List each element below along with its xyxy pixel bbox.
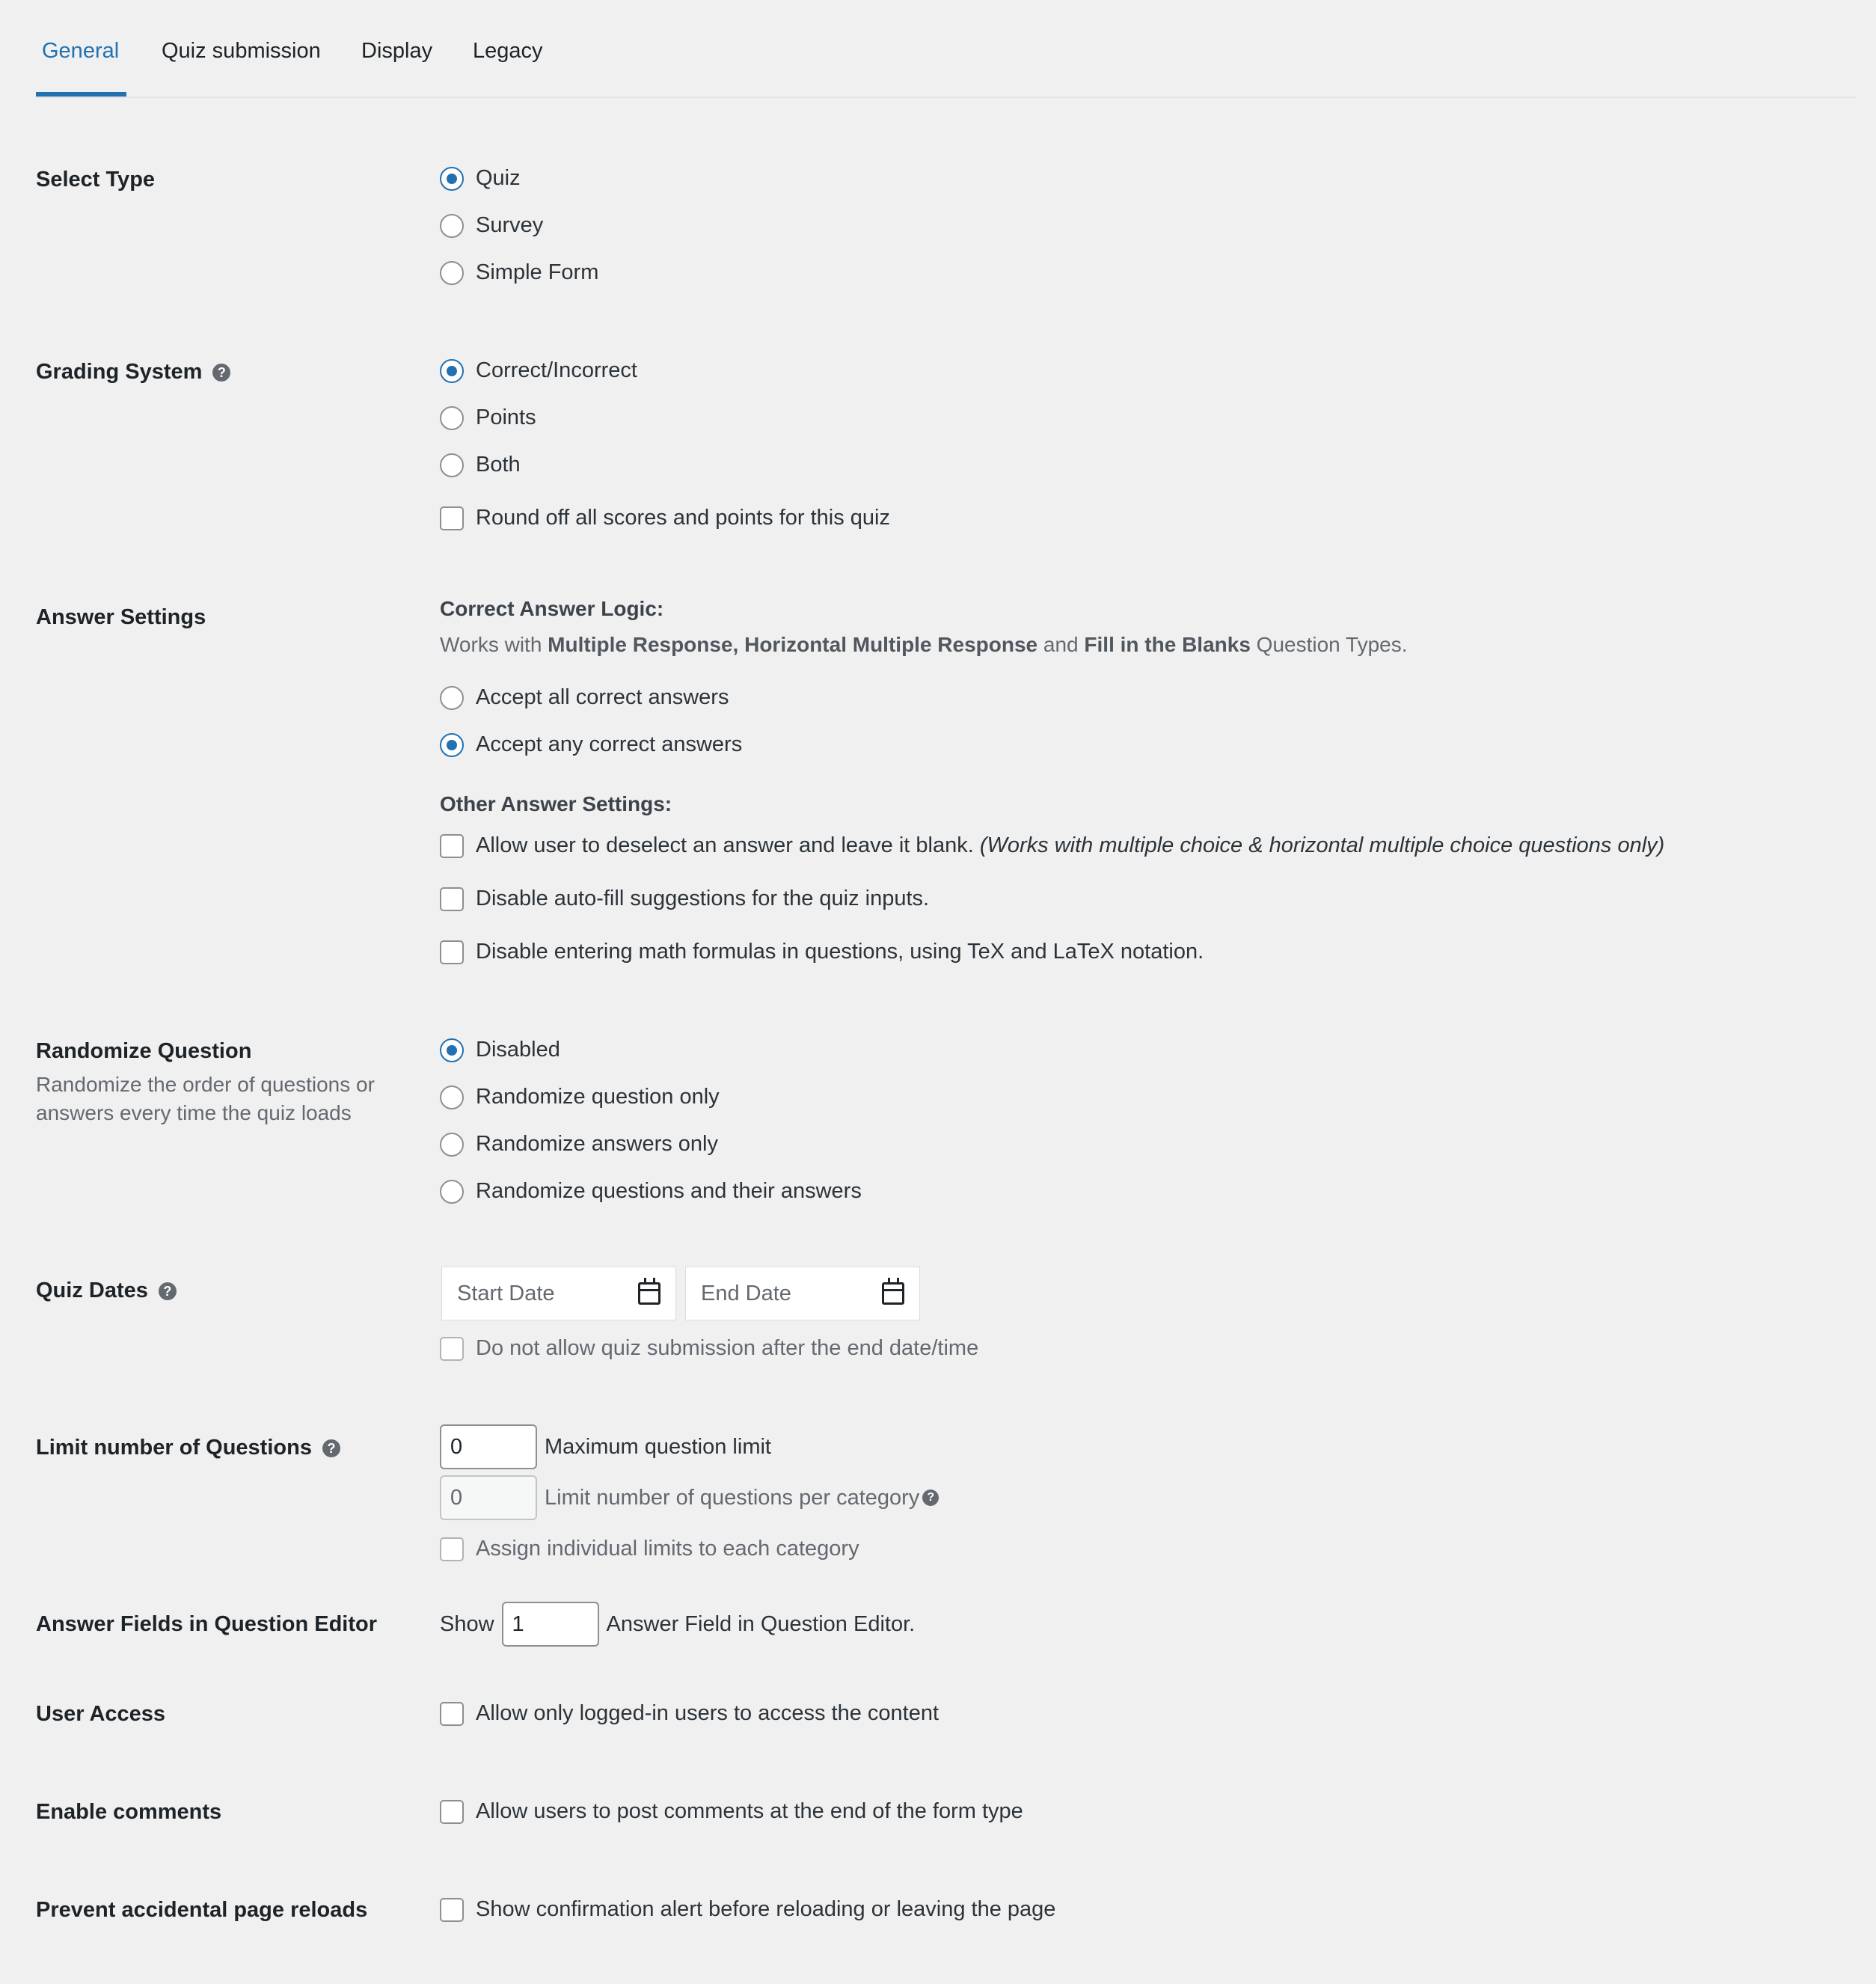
radio-button[interactable]: [440, 686, 464, 710]
randomize-option-disabled[interactable]: Disabled: [440, 1038, 560, 1062]
max-question-limit-row: 0 Maximum question limit: [440, 1424, 771, 1469]
per-category-limit-row: 0 Limit number of questions per category ?: [440, 1475, 939, 1520]
checkbox[interactable]: [440, 1537, 464, 1561]
answer-fields-row: Show 1 Answer Field in Question Editor.: [440, 1602, 915, 1647]
allow-comments-checkbox[interactable]: Allow users to post comments at the end of the form type: [440, 1799, 1023, 1824]
round-off-checkbox[interactable]: Round off all scores and points for this quiz: [440, 506, 890, 530]
answer-fields-count-input[interactable]: 1: [502, 1602, 599, 1647]
accept-all-correct-option[interactable]: Accept all correct answers: [440, 685, 729, 710]
checkbox[interactable]: [440, 940, 464, 964]
radio-button[interactable]: [440, 406, 464, 430]
enable-comments-label: Enable comments: [36, 1800, 222, 1824]
disable-math-checkbox[interactable]: Disable entering math formulas in questions, using TeX and LaTeX notation.: [440, 940, 1204, 964]
help-icon[interactable]: ?: [322, 1439, 340, 1457]
randomize-question-label: Randomize Question: [36, 1039, 252, 1063]
radio-button[interactable]: [440, 453, 464, 477]
radio-button[interactable]: [440, 1086, 464, 1109]
no-submission-after-end-checkbox[interactable]: Do not allow quiz submission after the end date/time: [440, 1336, 978, 1361]
radio-button[interactable]: [440, 214, 464, 238]
per-category-limit-input[interactable]: 0: [440, 1475, 537, 1520]
checkbox[interactable]: [440, 1800, 464, 1824]
correct-answer-logic-heading: Correct Answer Logic:: [440, 597, 664, 620]
calendar-icon[interactable]: [882, 1282, 904, 1305]
grading-option-points[interactable]: Points: [440, 405, 536, 430]
radio-button[interactable]: [440, 1133, 464, 1157]
randomize-option-question-only[interactable]: Randomize question only: [440, 1085, 720, 1109]
radio-button[interactable]: [440, 359, 464, 383]
type-option-quiz[interactable]: Quiz: [440, 166, 521, 191]
answer-fields-label: Answer Fields in Question Editor: [36, 1612, 377, 1636]
prevent-reloads-label: Prevent accidental page reloads: [36, 1898, 368, 1922]
settings-tabs: [36, 0, 1857, 98]
radio-button[interactable]: [440, 261, 464, 285]
start-date-input[interactable]: Start Date: [441, 1267, 676, 1320]
radio-button[interactable]: [440, 733, 464, 757]
randomize-option-both[interactable]: Randomize questions and their answers: [440, 1179, 862, 1204]
randomize-option-answers-only[interactable]: Randomize answers only: [440, 1132, 718, 1157]
grading-system-label: Grading System ?: [36, 360, 230, 385]
tab-display[interactable]: Display: [361, 39, 433, 63]
tab-legacy[interactable]: Legacy: [473, 39, 543, 63]
radio-button[interactable]: [440, 167, 464, 191]
tab-quiz-submission[interactable]: Quiz submission: [162, 39, 321, 63]
disable-autofill-checkbox[interactable]: Disable auto-fill suggestions for the quiz inputs.: [440, 887, 929, 911]
checkbox[interactable]: [440, 834, 464, 858]
end-date-input[interactable]: End Date: [685, 1267, 920, 1320]
grading-option-correct-incorrect[interactable]: Correct/Incorrect: [440, 358, 637, 383]
checkbox[interactable]: [440, 887, 464, 911]
type-option-survey[interactable]: Survey: [440, 213, 543, 238]
calendar-icon[interactable]: [638, 1282, 660, 1305]
tab-general[interactable]: General: [42, 39, 120, 63]
grading-option-both[interactable]: Both: [440, 453, 521, 477]
checkbox[interactable]: [440, 1898, 464, 1922]
logged-in-only-checkbox[interactable]: Allow only logged-in users to access the content: [440, 1701, 939, 1726]
answer-logic-note: Works with Multiple Response, Horizontal Multiple Response and Fill in the Blanks Question Types.: [440, 633, 1408, 656]
assign-category-limits-checkbox[interactable]: Assign individual limits to each category: [440, 1537, 859, 1561]
type-option-simple-form[interactable]: Simple Form: [440, 260, 598, 285]
active-tab-indicator: [36, 92, 126, 97]
randomize-description: Randomize the order of questions or answers every time the quiz loads: [36, 1073, 375, 1124]
radio-button[interactable]: [440, 1180, 464, 1204]
checkbox[interactable]: [440, 506, 464, 530]
confirm-reload-checkbox[interactable]: Show confirmation alert before reloading or leaving the page: [440, 1897, 1055, 1922]
select-type-label: Select Type: [36, 168, 156, 192]
help-icon[interactable]: ?: [212, 364, 230, 382]
max-question-limit-input[interactable]: 0: [440, 1424, 537, 1469]
radio-button[interactable]: [440, 1038, 464, 1062]
help-icon[interactable]: ?: [159, 1282, 177, 1300]
checkbox[interactable]: [440, 1337, 464, 1361]
other-answer-settings-heading: Other Answer Settings:: [440, 792, 672, 815]
allow-deselect-checkbox[interactable]: Allow user to deselect an answer and leave it blank. (Works with multiple choice & horizontal multiple choice questions only): [440, 833, 1664, 858]
limit-questions-label: Limit number of Questions ?: [36, 1436, 340, 1460]
user-access-label: User Access: [36, 1702, 166, 1726]
help-icon[interactable]: ?: [922, 1489, 939, 1506]
accept-any-correct-option[interactable]: Accept any correct answers: [440, 732, 742, 757]
quiz-dates-label: Quiz Dates ?: [36, 1279, 177, 1303]
checkbox[interactable]: [440, 1702, 464, 1726]
answer-settings-label: Answer Settings: [36, 605, 206, 629]
